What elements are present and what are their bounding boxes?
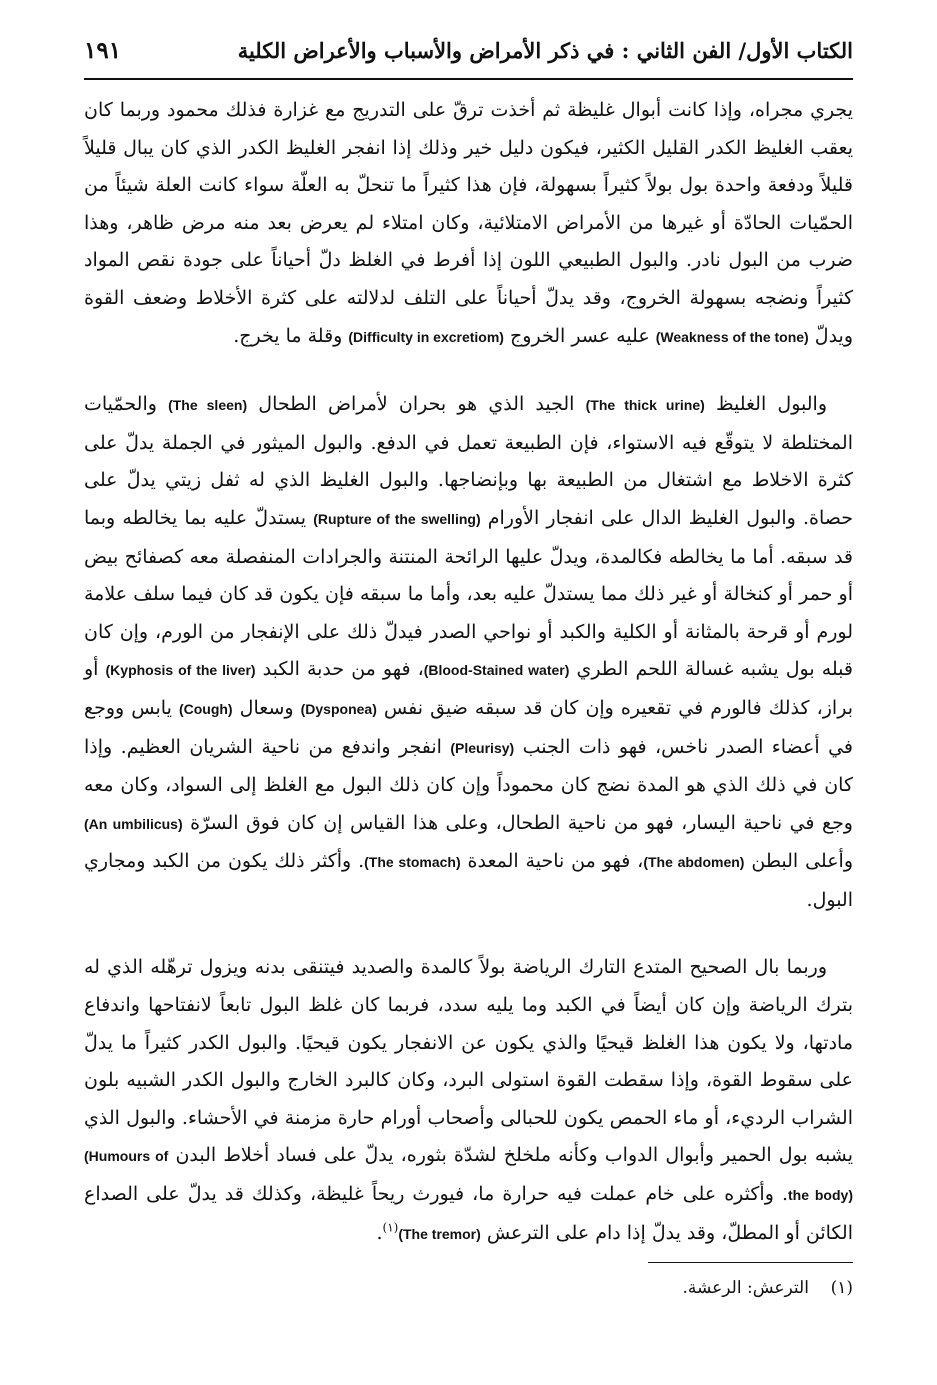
english-term: (Rupture of the swelling): [313, 510, 481, 527]
text-run: وسعال: [232, 696, 301, 719]
english-term: (The sleen): [168, 397, 248, 414]
paragraph-gap: [84, 356, 853, 386]
english-term: (Cough): [178, 700, 233, 717]
text-run: أو براز، كذلك فالورم في تقعيره وإن كان قد سبقه ضيق نفس: [84, 658, 853, 719]
text-run: . وأكثر ذلك يكون من الكبد ومجاري البول.: [84, 850, 853, 911]
text-run: عليه عسر الخروج: [503, 324, 656, 347]
english-term: (Weakness of the tone): [655, 328, 809, 345]
text-run: وربما بال الصحيح المتدع التارك الرياضة بولاً كالمدة والصديد فيتنقى بدنه ويزول ترهّله الذي له بترك الرياضة وإن كان أيضاً في الكبد وما يليه سدد، فربما كان غلظ البول تابعاً لانفتاحها واندفاع مادتها، ولا يكون هذا الغلظ قيحيًا والذي يكون عن الانفجار يكون قيحيًا. والبول الكدر كثيراً ما يدلّ على سقوط القوة، وإذا سقطت القوة استولى البرد، وكان كالبرد الخارج والبول الكدر الشبيه بلون الشراب الرديء، أو ماء الحمص يكون للحبالى وأصحاب أورام حارة مزمنة في الأحشاء. والبول الذي يشبه بول الحمير وأبوال الدواب وكأنه ملخلخ لشدّة بثوره، يدلّ على فساد أخلاط البدن: [84, 956, 853, 1167]
text-run: . وأكثره على خام عملت فيه حرارة ما، فيورث ريحاً غليظة، وكذلك قد يدلّ على الصداع الكائن أو المطلّ، وقد يدلّ إذا دام على الترعش: [84, 1183, 853, 1244]
text-run: يابس ووجع في أعضاء الصدر ناخس، فهو ذات الجنب: [84, 696, 853, 758]
english-term: (The stomach): [364, 854, 461, 871]
footnote: [84, 1274, 853, 1302]
text-run: ، فهو من ناحية المعدة: [460, 850, 644, 873]
text-run: يجري مجراه، وإذا كانت أبوال غليظة ثم أخذت ترقّ على التدريج مع غزارة فذلك محمود وربما كان يعقب الغليظ الكدر القليل الكثير، فيكون دليل خير وذلك إذا انفجر الغليظ الكدر الذي كان يبال قليلاً قليلاً ودفعة واحدة بول بولاً كثيراً بسهولة، فإن هذا كثيراً ما تنحلّ به العلّة سواء كانت العلة شيئاً من الحمّيات الحادّة أو غيرها من الأمراض الامتلائية، وكان امتلاء لم يعرض بعد منه مرض ظاهر، وهذا ضرب من البول نادر. والبول الطبيعي اللون إذا أفرط في الغلظ دلّ أحياناً على جودة نقص المواد كثيراً ونضجه بسهولة الخروج، وقد يدلّ أحياناً على التلف لدلالته على كثرة الأخلاط وضعف القوة ويدلّ: [84, 99, 853, 347]
footnote-rule: [648, 1262, 853, 1263]
english-term: (Humours of the body): [84, 1148, 853, 1204]
english-term: (Difficulty in excretiom): [348, 328, 504, 345]
english-term: (Pleurisy): [450, 739, 515, 756]
text-run: الجيد الذي هو بحران لأمراض الطحال: [247, 393, 586, 416]
running-head: [84, 30, 853, 70]
body-text: [84, 92, 853, 1253]
text-run: ، فهو من حدبة الكبد: [255, 658, 424, 681]
paragraph-3: [84, 949, 853, 1253]
text-run: انفجر واندفع من ناحية الشريان العظيم. وإذا كان في ذلك الذي هو المدة نضج كان محموداً وإن كان ذلك البول مع الغلظ إلى السواد، وكان معه وجع في ناحية اليسار، فهو من ناحية الطحال، وعلى هذا القياس إن كان فوق السرّة: [84, 735, 853, 834]
running-head-title: الكتاب الأول/ الفن الثاني : في ذكر الأمراض والأسباب والأعراض الكلية: [237, 37, 853, 63]
paragraph-2: [84, 386, 853, 919]
text-run: وقلة ما يخرج.: [233, 324, 349, 347]
footnote-reference: (١): [382, 1220, 399, 1235]
page-number: ١٩١: [84, 36, 122, 64]
text-run: والبول الغليظ: [704, 393, 828, 416]
text-run: .: [376, 1221, 383, 1244]
english-term: (The abdomen): [643, 854, 745, 871]
footnote-number: (١): [830, 1278, 853, 1298]
text-run: والحمّيات المختلطة لا يتوقّع فيه الاستواء، فإن الطبيعة تعمل في الدفع. والبول الميثور في الجملة يدلّ على كثرة الاخلاط مع اشتغال من الطبيعة بها وبإنضاجها. والبول الغليظ الذي له ثفل زيتي يدلّ على حصاة. والبول الغليظ الدال على انفجار الأورام: [84, 393, 853, 529]
english-term: (Kyphosis of the liver): [105, 662, 256, 679]
text-run: وأعلى البطن: [744, 850, 853, 873]
header-rule: [84, 78, 853, 80]
paragraph-1: [84, 92, 853, 356]
english-term: (Dysponea): [300, 700, 377, 717]
english-term: (An umbilicus): [84, 815, 183, 832]
english-term: (The tremor): [398, 1225, 481, 1242]
paragraph-gap: [84, 919, 853, 949]
footnote-text: الترعش: الرعشة.: [682, 1278, 809, 1298]
english-term: (The thick urine): [585, 397, 705, 414]
english-term: (Blood-Stained water): [423, 662, 570, 679]
text-run: يستدلّ عليه بما يخالطه وبما قد سبقه. أما ما يخالطه فكالمدة، ويدلّ عليها الرائحة المنتنة والجرادات المنفصلة معه كصفائح بيض أو حمر أو كنخالة أو غير ذلك مما يستدلّ عليه بعد، وأما ما سبقه فإن يكون قد كان فيما سلف علامة لورم أو قرحة بالمثانة أو الكلية والكبد أو نواحي الصدر فيدلّ ذلك على الإنفجار من الورم، وإن كان قبله بول يشبه غسالة اللحم الطري: [84, 506, 853, 681]
